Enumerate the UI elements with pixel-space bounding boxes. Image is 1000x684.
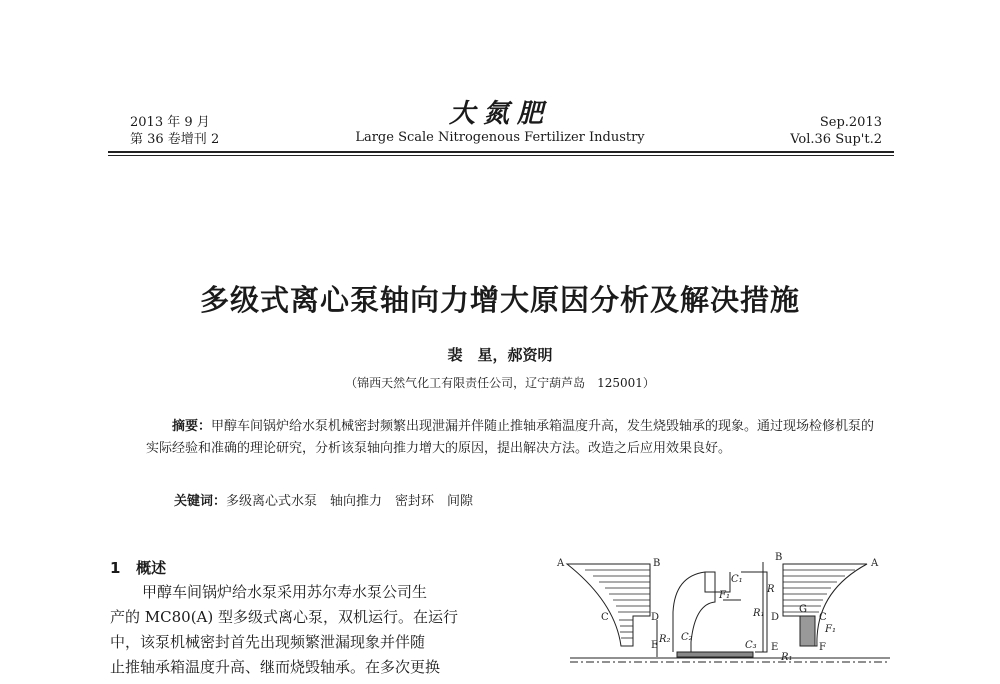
fig-label: R₁	[781, 652, 793, 663]
journal-logo: 大氮肥	[448, 99, 551, 129]
keywords-label: 关键词：	[174, 494, 227, 509]
header-date-volume-en	[790, 114, 882, 148]
keywords	[174, 490, 473, 509]
fig-label: B	[775, 552, 783, 563]
fig-label: R	[767, 584, 775, 595]
fig-label: F₁	[825, 624, 836, 635]
fig-label: B	[653, 558, 661, 569]
body-line: 止推轴承箱温度升高、继而烧毁轴承。在多次更换	[110, 658, 441, 676]
header-rule-thick	[108, 151, 894, 153]
section-body	[110, 580, 494, 680]
pump-pressure-diagram	[555, 552, 900, 684]
fig-label: A	[871, 558, 879, 569]
paper-affiliation: （锦西天然气化工有限责任公司，辽宁葫芦岛 125001）	[345, 376, 655, 390]
header-volume-en: Vol.36 Sup't.2	[790, 132, 882, 147]
fig-label: F	[819, 642, 826, 653]
paper-title: 多级式离心泵轴向力增大原因分析及解决措施	[199, 283, 800, 317]
fig-label: C	[819, 612, 827, 623]
header-date: 2013 年 9 月	[130, 115, 210, 130]
body-line: 中，该泵机械密封首先出现频繁泄漏现象并伴随	[110, 633, 426, 651]
paper-authors: 裴 星，郝资明	[447, 346, 553, 364]
fig-label: C₂	[681, 632, 693, 643]
fig-label: C	[601, 612, 609, 623]
fig-label: C₃	[745, 640, 757, 651]
fig-label: D	[771, 612, 780, 623]
fig-label: R₂	[659, 634, 671, 645]
keywords-text: 多级离心式水泵 轴向推力 密封环 间隙	[226, 494, 474, 509]
impeller-outline	[673, 572, 715, 652]
body-line: 甲醇车间锅炉给水泵采用苏尔寿水泵公司生	[142, 583, 428, 601]
fig-label: A	[557, 558, 565, 569]
header-rule-thin	[108, 155, 894, 156]
fig-label: E	[651, 640, 659, 651]
fig-label: F₁	[719, 590, 730, 601]
fig-label: G	[799, 604, 807, 615]
fig-label: C₁	[731, 574, 743, 585]
journal-name: Large Scale Nitrogenous Fertilizer Industry	[355, 130, 645, 145]
abstract	[146, 416, 876, 460]
abstract-text: 甲醇车间锅炉给水泵机械密封频繁出现泄漏并伴随止推轴承箱温度升高，发生烧毁轴承的现象。通过现场检修机泵的实际经验和准确的理论研究，分析该泵轴向推力增大的原因，提出解决方法。改造之后应用效果良好。	[146, 419, 875, 456]
header-volume: 第 36 卷增刊 2	[130, 132, 220, 147]
fig-label: R₁	[753, 608, 765, 619]
abstract-label: 摘要：	[172, 419, 212, 434]
section-title: 概述	[136, 559, 167, 577]
body-line: 产的 MC80(A) 型多级式离心泵，双机运行。在运行	[110, 608, 458, 626]
header-date-en: Sep.2013	[819, 115, 882, 130]
fig-label: D	[651, 612, 660, 623]
fig-label: E	[771, 642, 779, 653]
section-number: 1	[110, 559, 121, 577]
section-heading	[110, 557, 166, 578]
